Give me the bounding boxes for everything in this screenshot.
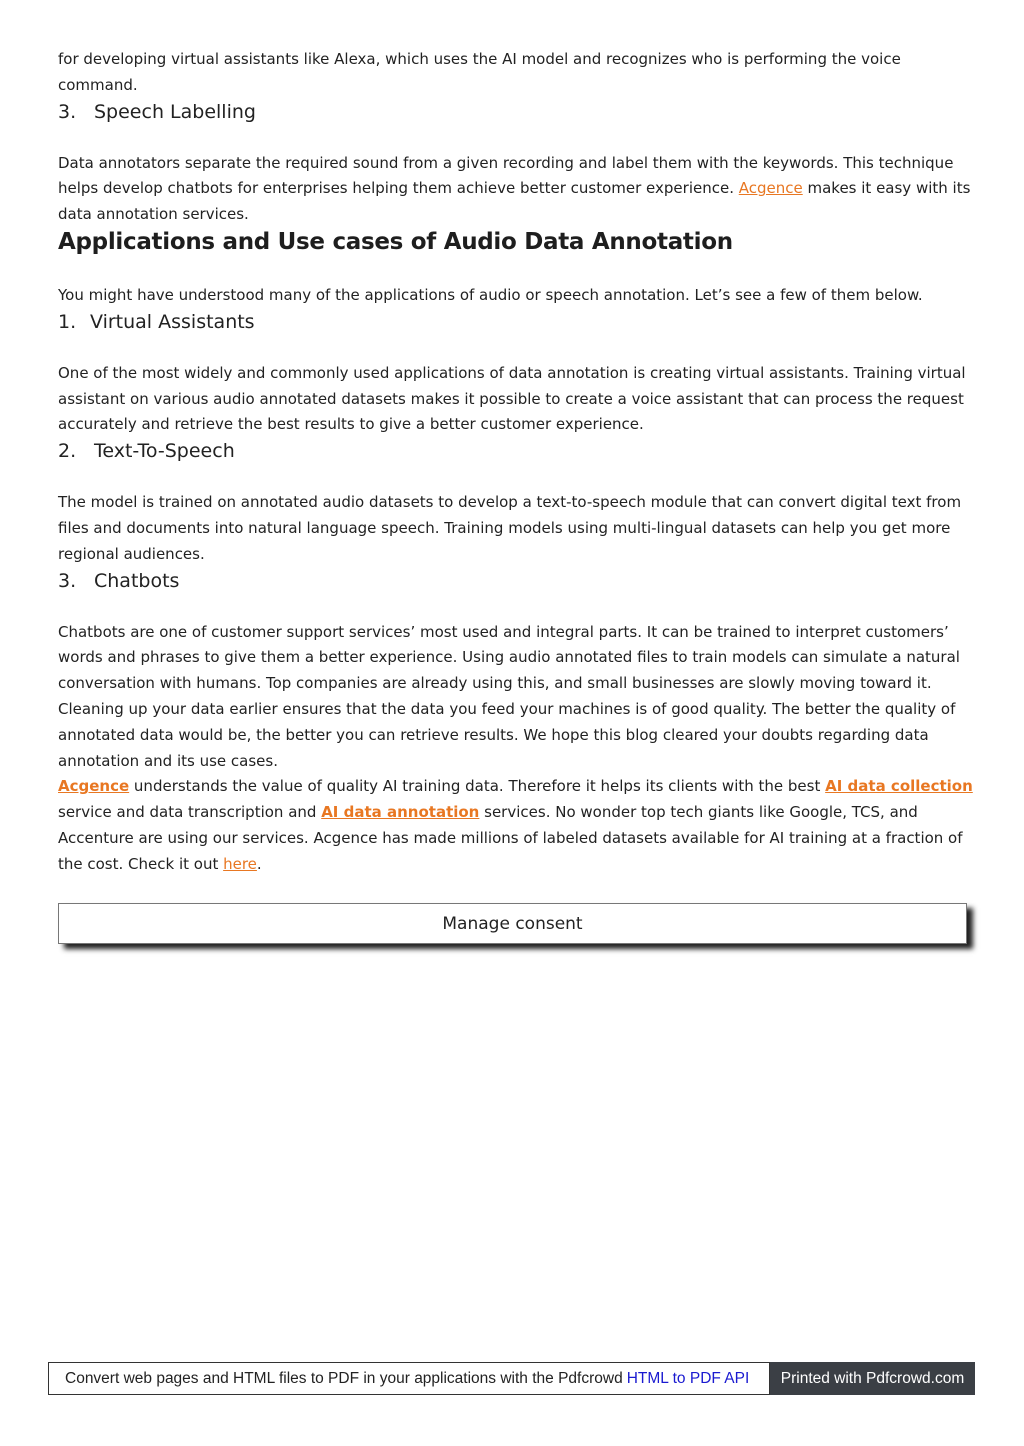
- virtual-assistants-heading: [58, 310, 973, 334]
- heading-number: 3.: [58, 569, 77, 592]
- paragraph-text: Data annotators separate the required sound from a given recording and label them with the keywords. This technique helps develop chatbots for enterprises helping them achieve better customer experience.: [58, 153, 954, 198]
- heading-title: Text-To-Speech: [94, 440, 235, 463]
- manage-consent-button[interactable]: Manage consent: [58, 903, 967, 944]
- text-to-speech-paragraph: The model is trained on annotated audio datasets to develop a text-to-speech module that can convert digital text from files and documents into natural language speech. Training models using multi-lingual datasets can help you get more regional audiences.: [58, 493, 962, 563]
- paragraph-text: service and data transcription and: [58, 803, 322, 822]
- chatbots-paragraph: Chatbots are one of customer support services’ most used and integral parts. It can be trained to interpret customers’ words and phrases to give them a better experience. Using audio annotated files to train models can simulate a natural conversation with humans. Top companies are already using this, and small businesses are slowly moving toward it.: [58, 622, 960, 693]
- ai-data-annotation-link[interactable]: AI data annotation: [321, 803, 480, 822]
- text-to-speech-heading: [58, 439, 973, 463]
- article-content: [58, 47, 973, 878]
- footer-text: Convert web pages and HTML files to PDF in your applications with the Pdfcrowd: [65, 1369, 623, 1387]
- heading-title: Chatbots: [94, 569, 180, 592]
- pdfcrowd-footer: [48, 1362, 975, 1395]
- virtual-assistants-paragraph: One of the most widely and commonly used applications of data annotation is creating virtual assistants. Training virtual assistant on various audio annotated datasets makes it possible to create a voice assistant that can process the request accurately and retrieve the best results to give a better customer experience.: [58, 363, 966, 434]
- applications-intro: You might have understood many of the applications of audio or speech annotation. Let’s see a few of them below.: [58, 285, 923, 304]
- paragraph-text: understands the value of quality AI training data. Therefore it helps its clients with the best: [129, 777, 826, 796]
- acgence-link[interactable]: Acgence: [738, 179, 803, 198]
- paragraph-text: services. No wonder top tech giants like Google, TCS, and Accenture are using our services. Acgence has made millions of labeled datasets available for AI training at a fraction of the cost. Check it out: [58, 803, 963, 873]
- chatbots-heading: [58, 569, 973, 593]
- here-link[interactable]: here: [223, 854, 257, 873]
- conclusion-paragraph: Cleaning up your data earlier ensures that the data you feed your machines is of good quality. The better the quality of annotated data would be, the better you can retrieve results. We hope this blog cleared your doubts regarding data annotation and its use cases.: [58, 699, 956, 770]
- speech-labelling-heading: [58, 100, 973, 124]
- closing-paragraph: [58, 774, 973, 877]
- paragraph-text: .: [256, 854, 262, 873]
- applications-heading: Applications and Use cases of Audio Data Annotation: [58, 228, 733, 255]
- intro-tail-paragraph: for developing virtual assistants like Alexa, which uses the AI model and recognizes who is performing the voice command.: [58, 50, 901, 94]
- heading-number: 3.: [58, 100, 77, 123]
- printed-with-badge[interactable]: Printed with Pdfcrowd.com: [770, 1362, 975, 1395]
- heading-title: Virtual Assistants: [90, 310, 255, 333]
- heading-number: 1.: [58, 310, 77, 333]
- paragraph-text: makes it easy with its data annotation services.: [58, 179, 971, 224]
- footer-message: [48, 1362, 770, 1395]
- ai-data-collection-link[interactable]: AI data collection: [825, 777, 973, 796]
- heading-number: 2.: [58, 440, 77, 463]
- speech-labelling-paragraph: [58, 151, 973, 228]
- html-to-pdf-api-link[interactable]: HTML to PDF API: [626, 1369, 750, 1387]
- heading-title: Speech Labelling: [94, 100, 256, 123]
- acgence-link[interactable]: Acgence: [58, 777, 130, 796]
